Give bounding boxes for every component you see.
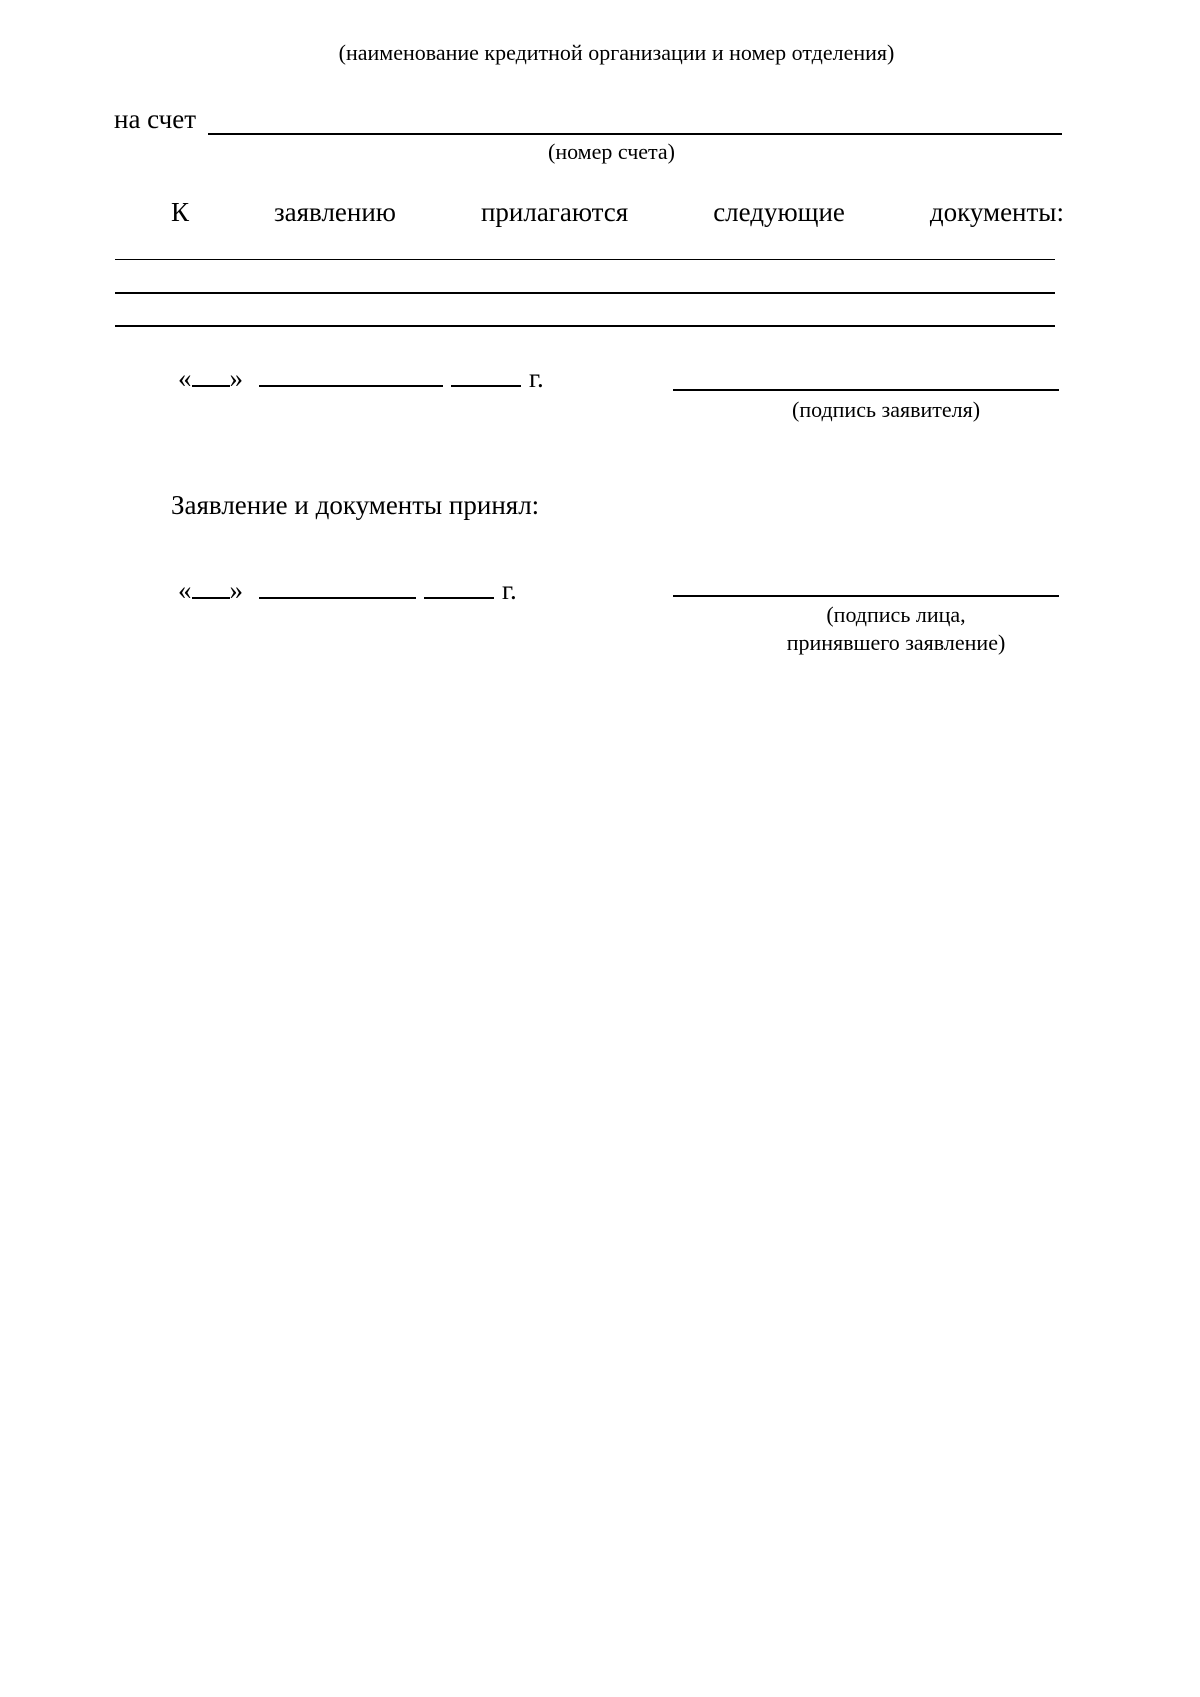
accepted-label: Заявление и документы принял: [171, 490, 540, 520]
receiver-date [178, 573, 517, 606]
account-number-field[interactable] [208, 133, 1062, 135]
quote-open: « [178, 363, 192, 393]
receiver-signature-caption [673, 601, 1119, 657]
receiver-year-field[interactable] [424, 573, 494, 599]
account-label: на счет [114, 104, 196, 134]
receiver-signature-field[interactable] [673, 595, 1059, 597]
receiver-day-field[interactable] [192, 573, 230, 599]
heading-word: заявлению [273, 197, 396, 227]
heading-word: документы: [929, 197, 1064, 227]
applicant-month-field[interactable] [259, 361, 443, 387]
heading-word: следующие [713, 197, 845, 227]
applicant-signature-field[interactable] [673, 389, 1059, 391]
applicant-year-field[interactable] [451, 361, 521, 387]
applicant-signature-caption: (подпись заявителя) [792, 397, 981, 422]
attached-documents-heading [171, 197, 1064, 228]
quote-close: » [229, 363, 243, 393]
attached-documents-line-2[interactable] [115, 292, 1055, 294]
receiver-month-field[interactable] [259, 573, 416, 599]
receiver-caption-line-1: (подпись лица, [826, 602, 966, 627]
quote-open: « [178, 575, 192, 605]
attached-documents-line-1[interactable] [115, 259, 1055, 260]
heading-word: прилагаются [480, 197, 629, 227]
quote-close: » [229, 575, 243, 605]
org-name-caption: (наименование кредитной организации и номер отделения) [338, 40, 895, 65]
applicant-day-field[interactable] [192, 361, 230, 387]
year-suffix: г. [529, 363, 544, 393]
heading-word: К [171, 197, 190, 227]
year-suffix: г. [502, 575, 517, 605]
attached-documents-line-3[interactable] [115, 325, 1055, 327]
account-number-caption: (номер счета) [548, 139, 675, 164]
applicant-date [178, 361, 544, 394]
receiver-caption-line-2: принявшего заявление) [786, 630, 1006, 655]
